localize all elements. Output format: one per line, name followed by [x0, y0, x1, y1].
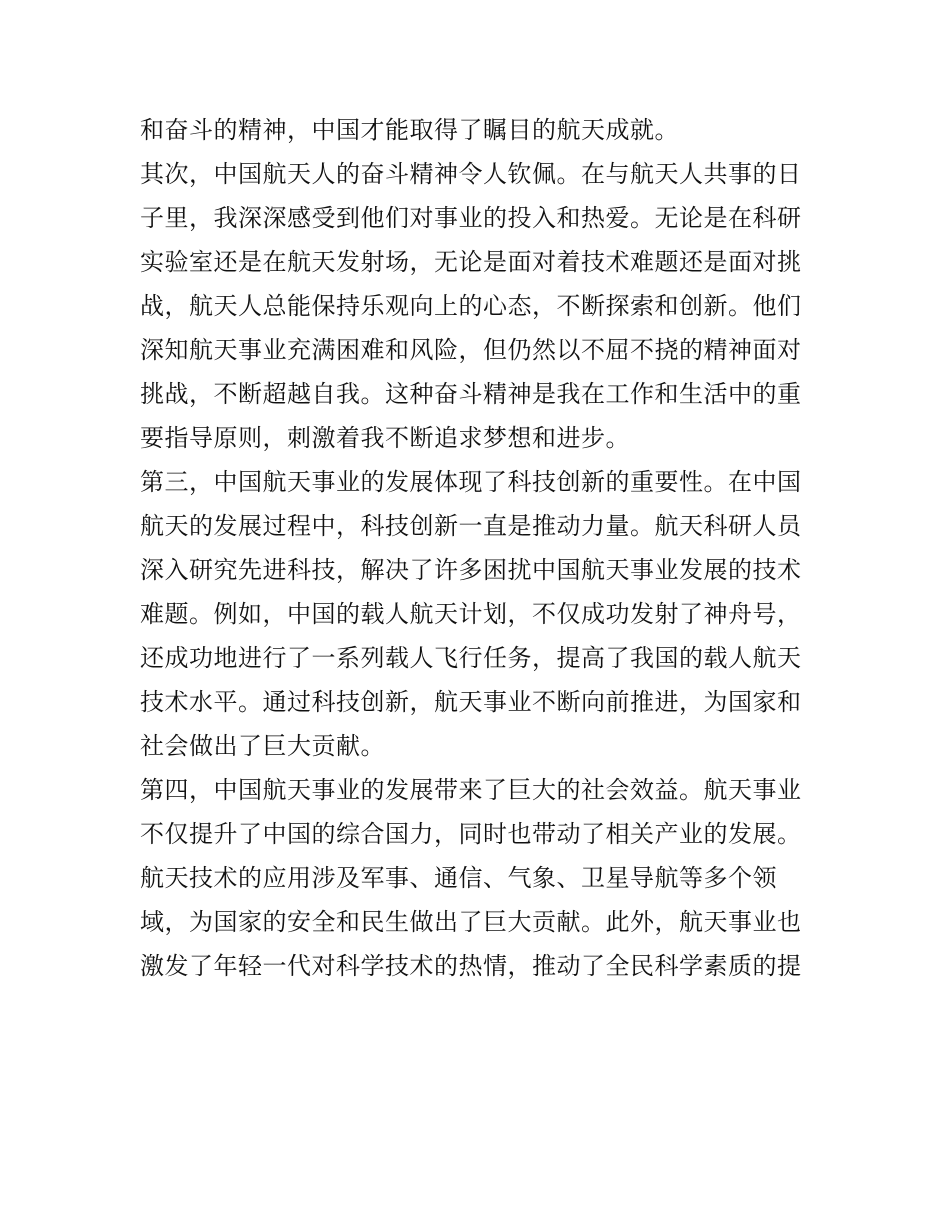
text-line: 和奋斗的精神，中国才能取得了瞩目的航天成就。 [140, 116, 679, 144]
text-line: 不仅提升了中国的综合国力，同时也带动了相关产业的发展。 [140, 820, 802, 848]
text-line: 子里，我深深感受到他们对事业的投入和热爱。无论是在科研 [140, 204, 802, 232]
text-line: 第三，中国航天事业的发展体现了科技创新的重要性。在中国 [140, 468, 802, 496]
text-line: 其次，中国航天人的奋斗精神令人钦佩。在与航天人共事的日 [140, 160, 802, 188]
text-line: 挑战，不断超越自我。这种奋斗精神是我在工作和生活中的重 [140, 380, 802, 408]
text-line: 激发了年轻一代对科学技术的热情，推动了全民科学素质的提 [140, 952, 802, 980]
text-line: 航天的发展过程中，科技创新一直是推动力量。航天科研人员 [140, 512, 802, 540]
text-line: 深知航天事业充满困难和风险，但仍然以不屈不挠的精神面对 [140, 336, 802, 364]
text-line: 航天技术的应用涉及军事、通信、气象、卫星导航等多个领 [140, 864, 777, 892]
text-line: 深入研究先进科技，解决了许多困扰中国航天事业发展的技术 [140, 556, 802, 584]
text-line: 第四，中国航天事业的发展带来了巨大的社会效益。航天事业 [140, 776, 802, 804]
text-line: 战，航天人总能保持乐观向上的心态，不断探索和创新。他们 [140, 292, 802, 320]
text-line: 要指导原则，刺激着我不断追求梦想和进步。 [140, 424, 630, 452]
body-text [140, 108, 820, 988]
text-line: 难题。例如，中国的载人航天计划，不仅成功发射了神舟号， [140, 600, 802, 628]
text-line: 技术水平。通过科技创新，航天事业不断向前推进，为国家和 [140, 688, 802, 716]
text-line: 还成功地进行了一系列载人飞行任务，提高了我国的载人航天 [140, 644, 802, 672]
text-line: 实验室还是在航天发射场，无论是面对着技术难题还是面对挑 [140, 248, 802, 276]
text-line: 社会做出了巨大贡献。 [140, 732, 385, 760]
text-line: 域，为国家的安全和民生做出了巨大贡献。此外，航天事业也 [140, 908, 802, 936]
